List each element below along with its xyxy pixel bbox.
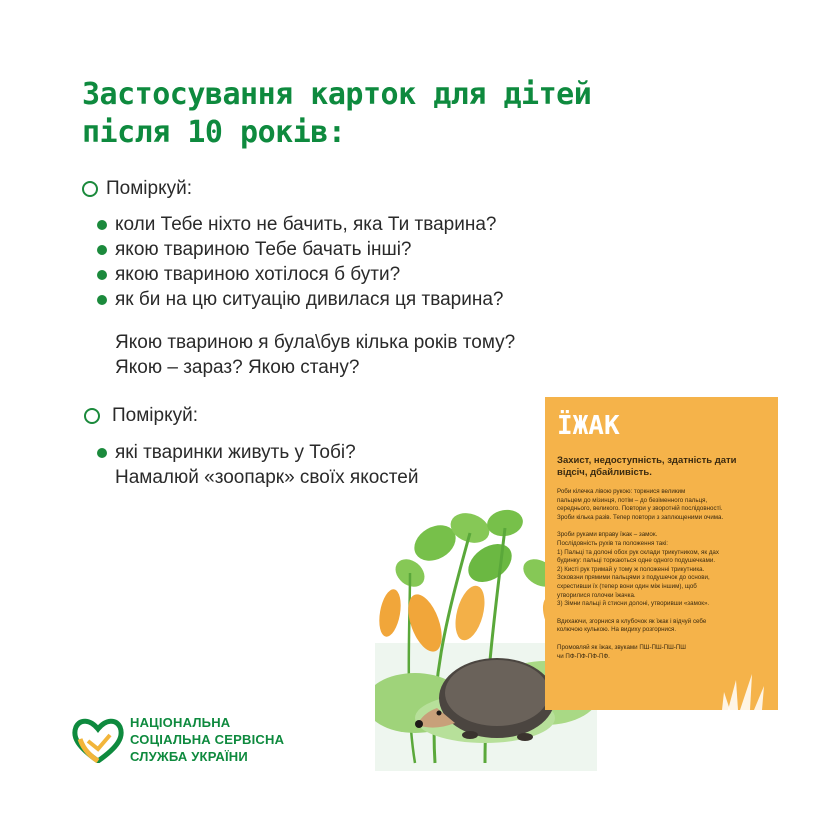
title-line-1: Застосування карток для дітей xyxy=(82,77,592,112)
extra-line-2: Якою – зараз? Якою стану? xyxy=(115,357,360,378)
bullet-dot-icon xyxy=(97,245,107,255)
circle-outline-icon xyxy=(82,181,98,197)
nsss-logo xyxy=(72,714,284,765)
list-item: якою твариною Тебе бачать інші? xyxy=(97,237,503,262)
logo-text: НАЦІОНАЛЬНА СОЦІАЛЬНА СЕРВІСНА СЛУЖБА УКРАЇНИ xyxy=(130,715,285,764)
card-paragraph-4: Промовляй як їжак, звуками ПШ-ПШ-ПШ-ПШ чи ПФ-ПФ-ПФ-ПФ. xyxy=(557,643,686,660)
card-subtitle: Захист, недоступність, здатність дати відсіч, дбайливість. xyxy=(557,455,737,478)
extra-line-1: Якою твариною я була\був кілька років тому? xyxy=(115,332,516,353)
bullet-dot-icon xyxy=(97,448,107,458)
section2-heading xyxy=(84,405,198,427)
section2-heading-text: Поміркуй: xyxy=(112,405,198,426)
card-paragraph-1: Роби кілечка лівою рукою: торкнися великим пальцем до мізинця, потім – до безіменного пальця, середнього, великого. Повтори у зворотній послідовності. Зроби кілька разів. Тепер повтори з заплющеними очима. xyxy=(557,488,724,521)
bullet-dot-icon xyxy=(97,295,107,305)
bullet-dot-icon xyxy=(97,270,107,280)
card-paragraph-3: Вдихаючи, згорнися в клубочок як їжак і відчуй себе колючою кулькою. На видиху розгорнися. xyxy=(557,617,707,634)
page-title xyxy=(82,76,682,152)
section1-extra-text xyxy=(115,330,515,380)
section2-bullet-list xyxy=(97,440,356,465)
section1-heading xyxy=(82,178,192,200)
grass-icon xyxy=(718,670,778,710)
list-item: як би на цю ситуацію дивилася ця тварина? xyxy=(97,287,503,312)
section1-heading-text: Поміркуй: xyxy=(106,178,192,199)
section1-bullet-list xyxy=(97,212,503,312)
section2-extra-text: Намалюй «зоопарк» своїх якостей xyxy=(115,467,419,488)
list-item: які тваринки живуть у Тобі? xyxy=(97,440,356,465)
list-item: коли Тебе ніхто не бачить, яка Ти тварина? xyxy=(97,212,503,237)
card-title: ЇЖАК xyxy=(557,411,620,441)
hedgehog-card xyxy=(545,397,778,710)
list-item: якою твариною хотілося б бути? xyxy=(97,262,503,287)
bullet-dot-icon xyxy=(97,220,107,230)
heart-logo-icon xyxy=(72,717,124,763)
card-paragraph-2: Зроби руками вправу їжак – замок. Послідовність рухів та положення такі: 1) Пальці та долоні обох рук склади трикутником, як дах будинку: пальці торкаються одне одного подушечками. 2) Кисті рук тримай у тому ж положенні трикутника. Зсковзни прямими пальцями з подушечок до основи, схрестивши їх (тепер вони один між іншим), щоб утворилися голочки їжачка. 3) Зімни пальці й стисни долоні, утворивши «замок». xyxy=(557,531,719,608)
title-line-2: після 10 років: xyxy=(82,115,346,150)
circle-outline-icon xyxy=(84,408,100,424)
